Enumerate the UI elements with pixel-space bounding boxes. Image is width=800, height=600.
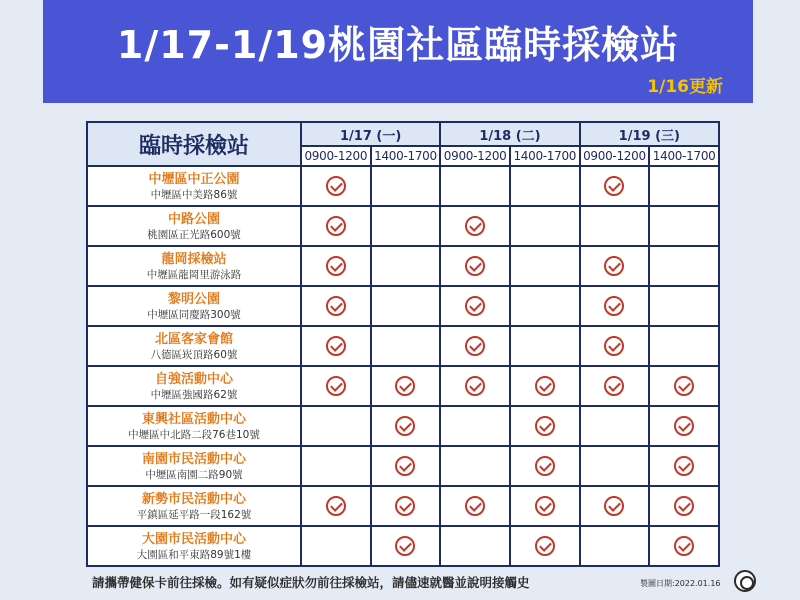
check-circle-icon [674,416,694,436]
station-name: 東興社區活動中心 [141,411,246,427]
check-circle-icon [535,536,555,556]
schedule-cell [649,286,719,326]
schedule-cell [371,326,441,366]
schedule-cell [510,486,580,526]
schedule-cell [371,486,441,526]
time-slot-header: 1400-1700 [510,146,580,166]
date-header: 1/17 (一) [301,122,440,146]
update-date: 1/16更新 [647,77,723,97]
check-circle-icon [326,496,346,516]
station-address: 中壢區強國路62號 [150,388,238,401]
time-slot-header: 0900-1200 [580,146,650,166]
schedule-cell [649,246,719,286]
schedule-cell [301,446,371,486]
check-circle-icon [604,496,624,516]
station-name: 龍岡採檢站 [161,251,227,267]
station-name: 中壢區中正公園 [148,171,240,187]
station-name: 南園市民活動中心 [141,451,246,467]
station-name: 大園市民活動中心 [141,531,246,547]
time-slot-header: 1400-1700 [371,146,441,166]
station-cell [87,286,301,326]
station-name: 自強活動中心 [154,371,233,387]
check-circle-icon [326,256,346,276]
check-circle-icon [326,176,346,196]
station-cell [87,166,301,206]
check-circle-icon [465,216,485,236]
table-row [87,206,719,246]
schedule-cell [301,486,371,526]
schedule-cell [371,246,441,286]
check-circle-icon [395,536,415,556]
site-rows [87,166,719,566]
schedule-cell [301,326,371,366]
schedule-cell [371,166,441,206]
schedule-cell [301,366,371,406]
date-header: 1/19 (三) [580,122,719,146]
schedule-cell [440,366,510,406]
check-circle-icon [604,296,624,316]
table-row [87,166,719,206]
table-row [87,526,719,566]
table-row [87,246,719,286]
schedule-cell [510,326,580,366]
station-name: 中路公園 [167,211,220,227]
station-name: 黎明公園 [167,291,220,307]
schedule-cell [371,406,441,446]
check-circle-icon [326,336,346,356]
station-cell [87,526,301,566]
schedule-cell [440,286,510,326]
schedule-cell [440,406,510,446]
schedule-cell [301,166,371,206]
schedule-cell [649,446,719,486]
check-circle-icon [465,336,485,356]
schedule-cell [440,326,510,366]
schedule-table [86,121,720,567]
check-circle-icon [535,496,555,516]
schedule-cell [440,446,510,486]
schedule-cell [301,286,371,326]
schedule-cell [580,206,650,246]
schedule-cell [580,326,650,366]
station-address: 中壢區南園二路90號 [145,468,243,481]
station-address: 中壢區中美路86號 [150,188,238,201]
schedule-cell [371,286,441,326]
schedule-cell [649,526,719,566]
header-banner [43,0,753,103]
time-slot-header: 0900-1200 [440,146,510,166]
schedule-cell [301,526,371,566]
check-circle-icon [604,176,624,196]
station-address: 大園區和平東路89號1樓 [136,548,252,561]
schedule-cell [580,406,650,446]
station-address: 中壢區龍岡里游泳路 [146,268,242,281]
schedule-cell [510,246,580,286]
table-row [87,446,719,486]
check-circle-icon [465,296,485,316]
schedule-cell [301,246,371,286]
check-circle-icon [465,256,485,276]
check-circle-icon [674,376,694,396]
check-circle-icon [465,376,485,396]
page-title: 1/17-1/19桃園社區臨時採檢站 [116,23,680,67]
table-row [87,326,719,366]
check-circle-icon [326,296,346,316]
schedule-cell [371,366,441,406]
station-address: 中壢區同慶路300號 [147,308,241,321]
check-circle-icon [395,496,415,516]
check-circle-icon [465,496,485,516]
station-address: 八德區崁頂路60號 [150,348,238,361]
station-cell [87,326,301,366]
schedule-cell [580,526,650,566]
schedule-cell [580,366,650,406]
schedule-cell [510,166,580,206]
schedule-cell [510,406,580,446]
check-circle-icon [535,416,555,436]
table-row [87,486,719,526]
check-circle-icon [395,376,415,396]
schedule-cell [649,406,719,446]
schedule-cell [649,206,719,246]
schedule-cell [649,166,719,206]
check-circle-icon [674,536,694,556]
time-slot-header: 1400-1700 [649,146,719,166]
schedule-cell [580,486,650,526]
schedule-cell [440,246,510,286]
schedule-cell [301,406,371,446]
station-cell [87,366,301,406]
table-row [87,366,719,406]
date-header-row [87,122,719,146]
schedule-cell [580,286,650,326]
schedule-cell [371,206,441,246]
table-row [87,406,719,446]
schedule-cell [649,486,719,526]
schedule-cell [301,206,371,246]
schedule-cell [510,446,580,486]
schedule-cell [649,366,719,406]
station-cell [87,246,301,286]
footer-note: 請攜帶健保卡前往採檢。如有疑似症狀勿前往採檢站，請儘速就醫並說明接觸史 [92,575,530,590]
government-emblem-icon [734,570,756,592]
time-slot-header: 0900-1200 [301,146,371,166]
station-address: 桃園區正光路600號 [147,228,241,241]
schedule-cell [440,526,510,566]
schedule-cell [580,446,650,486]
schedule-cell [371,526,441,566]
schedule-cell [440,166,510,206]
check-circle-icon [535,456,555,476]
check-circle-icon [604,376,624,396]
station-address: 中壢區中北路二段76巷10號 [128,428,260,441]
schedule-cell [371,446,441,486]
schedule-cell [649,326,719,366]
schedule-cell [510,526,580,566]
check-circle-icon [395,416,415,436]
check-circle-icon [604,256,624,276]
schedule-cell [580,246,650,286]
check-circle-icon [326,376,346,396]
check-circle-icon [674,456,694,476]
check-circle-icon [395,456,415,476]
station-cell [87,446,301,486]
station-address: 平鎮區延平路一段162號 [136,508,252,521]
schedule-cell [510,286,580,326]
table-row [87,286,719,326]
schedule-cell [440,486,510,526]
check-circle-icon [604,336,624,356]
schedule-cell [440,206,510,246]
station-cell [87,206,301,246]
station-name: 新勢市民活動中心 [141,491,246,507]
schedule-table-wrap [86,121,720,567]
chart-date: 製圖日期:2022.01.16 [640,579,721,588]
schedule-cell [510,366,580,406]
check-circle-icon [674,496,694,516]
date-header: 1/18 (二) [440,122,579,146]
station-column-header: 臨時採檢站 [87,122,301,166]
schedule-cell [510,206,580,246]
station-cell [87,406,301,446]
check-circle-icon [535,376,555,396]
schedule-cell [580,166,650,206]
station-name: 北區客家會館 [154,331,233,347]
check-circle-icon [326,216,346,236]
station-cell [87,486,301,526]
